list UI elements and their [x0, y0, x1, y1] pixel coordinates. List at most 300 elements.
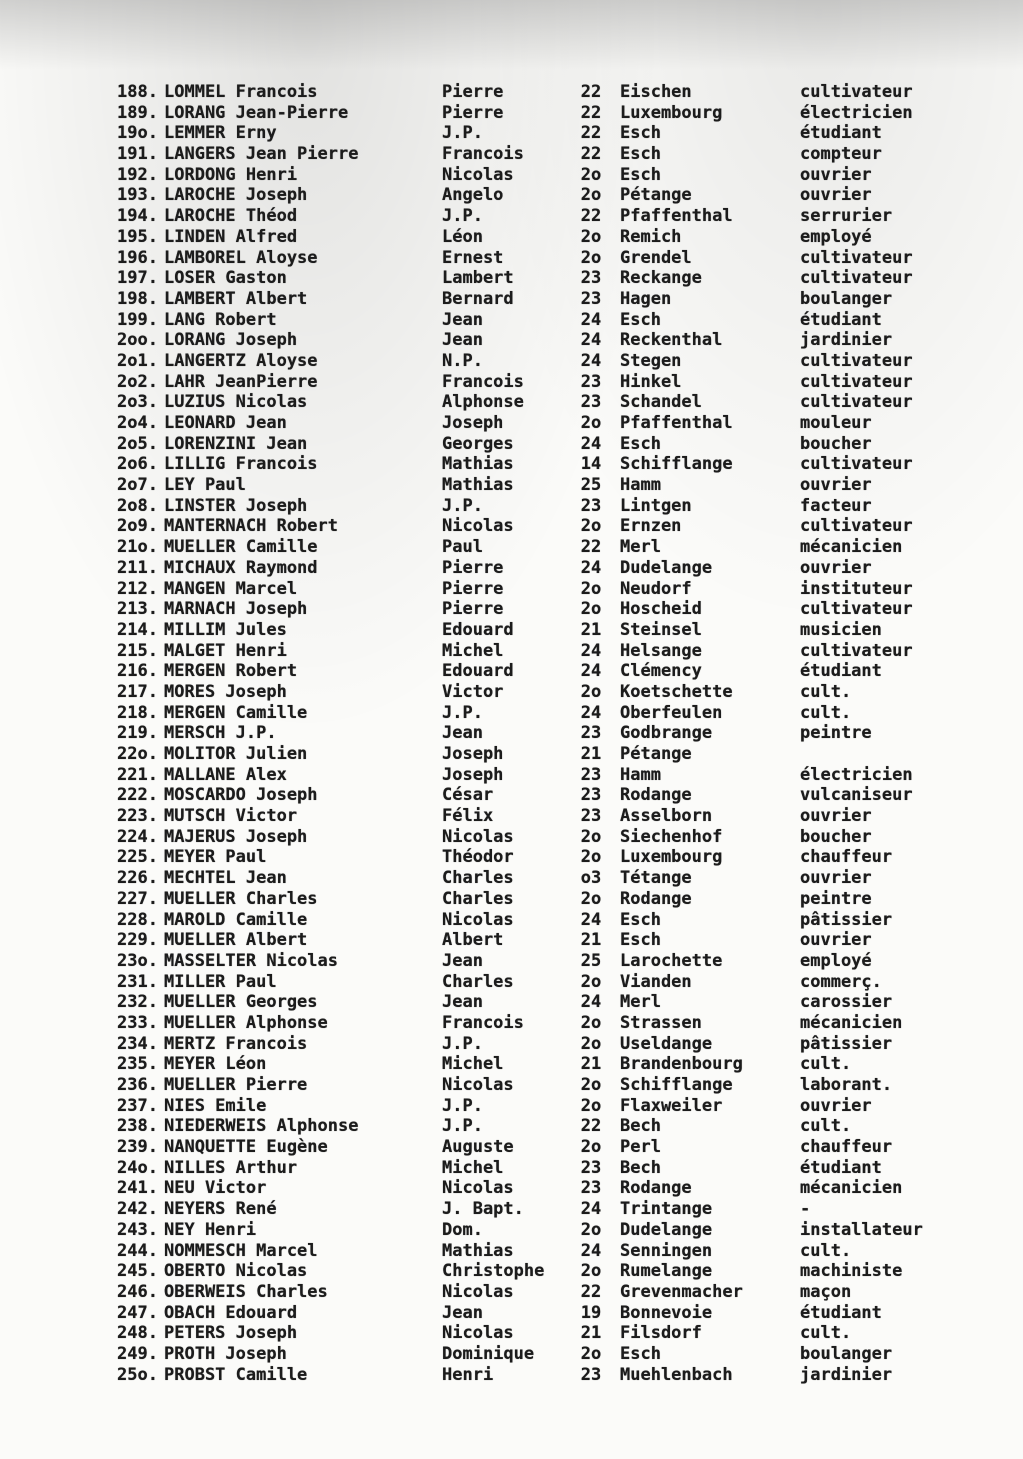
row-place: Reckange [620, 268, 702, 289]
row-age: 24 [580, 909, 602, 930]
register-list [96, 82, 976, 1385]
row-num: 189. [117, 102, 158, 123]
row-place: Dudelange [620, 557, 713, 578]
row-job: vulcaniseur [800, 785, 913, 806]
row-place: Rodange [620, 888, 692, 909]
row-father: J.P. [442, 1116, 483, 1137]
row-place: Hamm [620, 475, 661, 496]
row-num: 2o7. [117, 475, 158, 496]
row-age: 22 [580, 144, 602, 165]
row-name: LOMMEL Francois [164, 82, 318, 102]
row-father: César [442, 785, 494, 806]
row-place: Pétange [620, 185, 692, 206]
row-place: Hinkel [620, 371, 682, 392]
row-num: 193. [117, 185, 158, 206]
row-job: compteur [800, 144, 882, 165]
register-row [96, 579, 976, 600]
register-row [96, 1344, 976, 1365]
row-num: 2o4. [117, 413, 158, 433]
row-num: 222. [117, 785, 158, 806]
row-place: Schifflange [620, 1075, 733, 1095]
row-father: Ernest [442, 247, 504, 268]
row-age: 23 [580, 806, 602, 827]
row-num: 195. [117, 226, 158, 247]
row-job: cultivateur [800, 350, 913, 371]
row-place: Oberfeulen [620, 702, 723, 723]
row-age: 22 [580, 1116, 602, 1137]
row-name: MEYER Paul [164, 847, 267, 868]
register-row [96, 889, 976, 910]
row-job: boulanger [800, 288, 893, 309]
row-job: cult. [800, 1054, 852, 1075]
register-row [96, 558, 976, 579]
row-name: MOSCARDO Joseph [164, 785, 318, 806]
row-num: 25o. [117, 1364, 158, 1385]
row-job: instituteur [800, 578, 913, 599]
scan-shadow [0, 0, 1023, 70]
row-job: ouvrier [800, 930, 872, 951]
row-num: 198. [117, 288, 158, 309]
register-row [96, 330, 976, 351]
row-father: Georges [442, 433, 514, 454]
row-age: 2o [580, 1075, 602, 1095]
register-row [96, 1261, 976, 1282]
row-name: PROBST Camille [164, 1364, 308, 1385]
row-place: Koetschette [620, 681, 733, 702]
row-name: PETERS Joseph [164, 1323, 298, 1344]
row-job: cultivateur [800, 454, 913, 475]
register-row [96, 1075, 976, 1096]
row-num: 197. [117, 268, 158, 289]
row-age: 2o [580, 681, 602, 702]
row-father: Charles [442, 971, 514, 992]
row-place: Rodange [620, 785, 692, 806]
row-father: Michel [442, 1157, 504, 1178]
row-father: J.P. [442, 123, 483, 144]
row-age: 24 [580, 309, 602, 330]
row-job: cultivateur [800, 516, 913, 537]
row-job: employé [800, 950, 872, 971]
row-father: J.P. [442, 206, 483, 227]
row-father: Jean [442, 723, 483, 744]
row-num: 215. [117, 640, 158, 661]
row-num: 249. [117, 1343, 158, 1364]
row-place: Hoscheid [620, 599, 702, 620]
row-father: Charles [442, 868, 514, 889]
row-num: 241. [117, 1178, 158, 1199]
row-num: 23o. [117, 950, 158, 971]
row-father: Pierre [442, 82, 504, 102]
register-row [96, 1323, 976, 1344]
row-place: Asselborn [620, 806, 713, 827]
row-age: 24 [580, 433, 602, 454]
row-job: installateur [800, 1219, 923, 1240]
register-row [96, 185, 976, 206]
row-age: 22 [580, 102, 602, 123]
row-name: MORES Joseph [164, 681, 287, 702]
row-place: Esch [620, 144, 661, 165]
row-father: J.P. [442, 702, 483, 723]
row-job: jardinier [800, 330, 893, 351]
row-place: Grevenmacher [620, 1281, 743, 1302]
row-name: PROTH Joseph [164, 1343, 287, 1364]
row-job: cultivateur [800, 599, 913, 620]
row-father: Jean [442, 309, 483, 330]
row-age: 2o [580, 1033, 602, 1054]
row-job: mécanicien [800, 1178, 903, 1199]
row-age: 23 [580, 371, 602, 392]
row-num: 211. [117, 557, 158, 578]
row-num: 188. [117, 82, 158, 102]
row-num: 191. [117, 144, 158, 165]
row-age: 25 [580, 475, 602, 496]
row-father: Francois [442, 144, 524, 165]
row-num: 219. [117, 723, 158, 744]
row-age: 2o [580, 185, 602, 206]
row-job: boucher [800, 826, 872, 847]
row-father: Pierre [442, 578, 504, 599]
row-age: 25 [580, 950, 602, 971]
row-num: 213. [117, 599, 158, 620]
row-name: LILLIG Francois [164, 454, 318, 475]
row-place: Esch [620, 123, 661, 144]
row-father: Victor [442, 681, 504, 702]
register-row [96, 661, 976, 682]
row-father: Dominique [442, 1343, 535, 1364]
row-job: ouvrier [800, 806, 872, 827]
row-place: Lintgen [620, 495, 692, 516]
register-row [96, 641, 976, 662]
register-row [96, 1365, 976, 1386]
row-age: 21 [580, 1323, 602, 1344]
register-row [96, 1178, 976, 1199]
row-age: 2o [580, 578, 602, 599]
row-job: serrurier [800, 206, 893, 227]
row-place: Merl [620, 992, 661, 1013]
row-name: LORDONG Henri [164, 164, 298, 185]
row-name: MUELLER Charles [164, 888, 318, 909]
row-name: LANGERS Jean Pierre [164, 144, 359, 165]
row-name: LORANG Joseph [164, 330, 298, 351]
row-age: 22 [580, 82, 602, 102]
row-father: Paul [442, 537, 483, 558]
register-row [96, 682, 976, 703]
row-age: 22 [580, 206, 602, 227]
row-age: 2o [580, 226, 602, 247]
row-age: 23 [580, 1364, 602, 1385]
row-father: J. Bapt. [442, 1199, 524, 1220]
register-row [96, 392, 976, 413]
row-job: - [800, 1199, 811, 1220]
row-father: Angelo [442, 185, 504, 206]
row-name: MERTZ Francois [164, 1033, 308, 1054]
row-num: 2o2. [117, 371, 158, 392]
register-row [96, 434, 976, 455]
register-row [96, 289, 976, 310]
row-name: MEYER Léon [164, 1054, 267, 1075]
register-row [96, 268, 976, 289]
register-row [96, 516, 976, 537]
row-place: Pfaffenthal [620, 206, 733, 227]
row-job: étudiant [800, 309, 882, 330]
row-num: 192. [117, 164, 158, 185]
row-num: 2o6. [117, 454, 158, 475]
row-name: LAMBERT Albert [164, 288, 308, 309]
row-father: Mathias [442, 475, 514, 496]
row-age: 2o [580, 164, 602, 185]
row-name: MANTERNACH Robert [164, 516, 338, 537]
row-place: Esch [620, 1343, 661, 1364]
row-num: 24o. [117, 1157, 158, 1178]
row-num: 244. [117, 1240, 158, 1261]
register-row [96, 123, 976, 144]
row-job: employé [800, 226, 872, 247]
row-job: cultivateur [800, 247, 913, 268]
register-row [96, 930, 976, 951]
row-name: NILLES Arthur [164, 1157, 298, 1178]
register-row [96, 537, 976, 558]
row-age: 24 [580, 661, 602, 682]
register-row [96, 103, 976, 124]
row-job: cultivateur [800, 82, 913, 102]
row-job: mécanicien [800, 1012, 903, 1033]
row-num: 221. [117, 764, 158, 785]
row-father: Edouard [442, 619, 514, 640]
row-father: Nicolas [442, 516, 514, 537]
row-job: commerç. [800, 971, 882, 992]
row-father: Joseph [442, 413, 504, 433]
row-job: jardinier [800, 1364, 893, 1385]
row-place: Stegen [620, 350, 682, 371]
row-num: 2o1. [117, 350, 158, 371]
row-place: Senningen [620, 1240, 713, 1261]
row-job: facteur [800, 495, 872, 516]
row-name: LORANG Jean-Pierre [164, 102, 349, 123]
row-num: 218. [117, 702, 158, 723]
row-age: 23 [580, 495, 602, 516]
row-age: 23 [580, 1178, 602, 1199]
row-job: étudiant [800, 661, 882, 682]
row-place: Steinsel [620, 619, 702, 640]
row-num: 239. [117, 1137, 158, 1158]
register-row [96, 475, 976, 496]
register-row [96, 454, 976, 475]
row-age: 22 [580, 1281, 602, 1302]
row-name: LINDEN Alfred [164, 226, 298, 247]
row-num: 229. [117, 930, 158, 951]
register-row [96, 496, 976, 517]
row-age: 2o [580, 1095, 602, 1116]
row-father: Lambert [442, 268, 514, 289]
row-father: Francois [442, 371, 524, 392]
row-num: 214. [117, 619, 158, 640]
row-num: 246. [117, 1281, 158, 1302]
register-row [96, 910, 976, 931]
row-father: Félix [442, 806, 494, 827]
row-name: MICHAUX Raymond [164, 557, 318, 578]
row-name: MAROLD Camille [164, 909, 308, 930]
row-name: MILLIM Jules [164, 619, 287, 640]
register-row [96, 703, 976, 724]
row-age: 22 [580, 537, 602, 558]
row-num: 199. [117, 309, 158, 330]
row-place: Merl [620, 537, 661, 558]
row-place: Esch [620, 309, 661, 330]
row-age: 21 [580, 1054, 602, 1075]
register-row [96, 1034, 976, 1055]
row-father: Henri [442, 1364, 494, 1385]
row-job: ouvrier [800, 868, 872, 889]
row-father: Joseph [442, 764, 504, 785]
register-row [96, 785, 976, 806]
register-row [96, 165, 976, 186]
register-row [96, 310, 976, 331]
row-job: maçon [800, 1281, 852, 1302]
row-job: chauffeur [800, 847, 893, 868]
row-father: Nicolas [442, 1075, 514, 1095]
row-place: Luxembourg [620, 847, 723, 868]
row-father: Alphonse [442, 392, 524, 413]
register-row [96, 144, 976, 165]
row-father: N.P. [442, 350, 483, 371]
row-num: 216. [117, 661, 158, 682]
register-row [96, 599, 976, 620]
row-num: 232. [117, 992, 158, 1013]
row-name: LAROCHE Joseph [164, 185, 308, 206]
row-age: 24 [580, 640, 602, 661]
row-job: cultivateur [800, 640, 913, 661]
row-age: 23 [580, 268, 602, 289]
row-place: Brandenbourg [620, 1054, 743, 1075]
row-age: 19 [580, 1302, 602, 1323]
register-row [96, 723, 976, 744]
row-name: NEYERS René [164, 1199, 277, 1220]
row-job: cult. [800, 681, 852, 702]
register-row [96, 1199, 976, 1220]
row-name: NEY Henri [164, 1219, 257, 1240]
row-father: Albert [442, 930, 504, 951]
row-place: Strassen [620, 1012, 702, 1033]
row-father: Nicolas [442, 164, 514, 185]
row-age: 2o [580, 1261, 602, 1282]
row-name: MERGEN Camille [164, 702, 308, 723]
row-job: boucher [800, 433, 872, 454]
row-name: LAMBOREL Aloyse [164, 247, 318, 268]
row-age: 2o [580, 413, 602, 433]
row-place: Eischen [620, 82, 692, 102]
row-num: 21o. [117, 537, 158, 558]
row-age: 21 [580, 619, 602, 640]
row-job: étudiant [800, 1302, 882, 1323]
row-father: J.P. [442, 1095, 483, 1116]
row-name: OBACH Edouard [164, 1302, 298, 1323]
register-row [96, 868, 976, 889]
row-num: 225. [117, 847, 158, 868]
row-place: Rumelange [620, 1261, 713, 1282]
register-row [96, 847, 976, 868]
row-num: 247. [117, 1302, 158, 1323]
register-row [96, 82, 976, 103]
row-job: carossier [800, 992, 893, 1013]
row-num: 238. [117, 1116, 158, 1137]
register-row [96, 1303, 976, 1324]
row-job: cult. [800, 1116, 852, 1137]
register-row [96, 806, 976, 827]
row-name: LEMMER Erny [164, 123, 277, 144]
row-place: Dudelange [620, 1219, 713, 1240]
row-job: laborant. [800, 1075, 893, 1095]
row-job: mécanicien [800, 537, 903, 558]
row-place: Tétange [620, 868, 692, 889]
row-place: Filsdorf [620, 1323, 702, 1344]
row-age: 24 [580, 1199, 602, 1220]
row-name: MUTSCH Victor [164, 806, 298, 827]
row-age: 2o [580, 847, 602, 868]
row-name: MUELLER Albert [164, 930, 308, 951]
row-age: 2o [580, 1343, 602, 1364]
row-name: NIES Emile [164, 1095, 267, 1116]
row-name: MASSELTER Nicolas [164, 950, 338, 971]
row-place: Bonnevoie [620, 1302, 713, 1323]
row-name: LEONARD Jean [164, 413, 287, 433]
row-age: 21 [580, 744, 602, 764]
row-place: Trintange [620, 1199, 713, 1220]
row-job: pâtissier [800, 909, 893, 930]
register-row [96, 1137, 976, 1158]
row-age: 23 [580, 764, 602, 785]
row-place: Pétange [620, 744, 692, 764]
row-job: ouvrier [800, 557, 872, 578]
register-row [96, 413, 976, 434]
row-name: MUELLER Camille [164, 537, 318, 558]
row-job: cultivateur [800, 268, 913, 289]
row-place: Flaxweiler [620, 1095, 723, 1116]
row-place: Schifflange [620, 454, 733, 475]
row-num: 242. [117, 1199, 158, 1220]
row-place: Hamm [620, 764, 661, 785]
row-father: Jean [442, 950, 483, 971]
row-father: Pierre [442, 102, 504, 123]
row-num: 2oo. [117, 330, 158, 351]
row-name: NOMMESCH Marcel [164, 1240, 318, 1261]
register-row [96, 248, 976, 269]
row-father: Joseph [442, 744, 504, 764]
row-place: Ernzen [620, 516, 682, 537]
row-name: LORENZINI Jean [164, 433, 308, 454]
row-num: 234. [117, 1033, 158, 1054]
row-name: LAROCHE Théod [164, 206, 298, 227]
row-num: 224. [117, 826, 158, 847]
row-job: peintre [800, 723, 872, 744]
row-age: 2o [580, 888, 602, 909]
row-father: Théodor [442, 847, 514, 868]
row-name: MERGEN Robert [164, 661, 298, 682]
row-name: MOLITOR Julien [164, 744, 308, 764]
row-father: Francois [442, 1012, 524, 1033]
row-num: 233. [117, 1012, 158, 1033]
row-father: Pierre [442, 599, 504, 620]
row-job: ouvrier [800, 1095, 872, 1116]
row-age: 23 [580, 785, 602, 806]
row-place: Vianden [620, 971, 692, 992]
row-job: ouvrier [800, 185, 872, 206]
register-row [96, 1054, 976, 1075]
row-age: 24 [580, 557, 602, 578]
register-row [96, 972, 976, 993]
row-place: Bech [620, 1116, 661, 1137]
row-name: LOSER Gaston [164, 268, 287, 289]
register-row [96, 1241, 976, 1262]
